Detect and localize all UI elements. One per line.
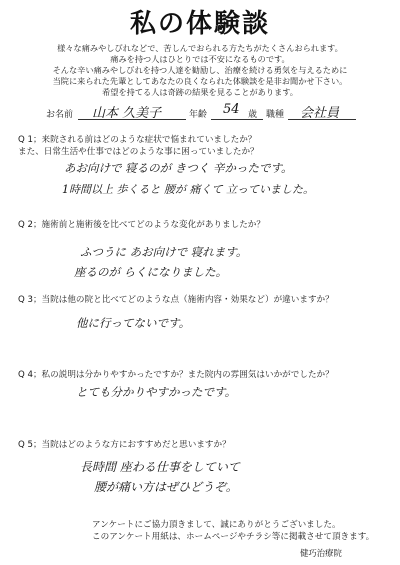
answer-5-line-2: 腰が痛い方はぜひどうぞ。 bbox=[94, 480, 238, 494]
page-title: 私の体験談 bbox=[129, 9, 270, 39]
intro-text bbox=[0, 43, 400, 98]
intro-line: 様々な痛みやしびれなどで、苦しんでおられる方たちがたくさんおられます。 bbox=[57, 43, 343, 53]
question-4 bbox=[18, 369, 388, 381]
answer-1-line-1: あお向けで 寝るのが きつく 辛かったです。 bbox=[64, 161, 293, 175]
answer-3-line-1: 他に行ってないです。 bbox=[76, 316, 191, 330]
intro-line: 当院に来られた先輩としてあなたの良くなられた体験談を是非お聞かせ下さい。 bbox=[52, 76, 348, 86]
answer-2-line-1: ふつうに あお向けで 寝れます。 bbox=[80, 245, 248, 259]
answer-4-line-1: とても分かりやすかったです。 bbox=[76, 385, 237, 399]
question-line: Q 1；来院される前はどのような症状で悩まれていましたか？ bbox=[18, 135, 257, 145]
job-label: 職種 bbox=[266, 110, 285, 120]
footer-text bbox=[92, 519, 374, 543]
question-line: Q 2；施術前と施術後を比べてどのような変化がありましたか？ bbox=[18, 220, 265, 230]
question-line: また、日常生活や仕事ではどのような事に困っていましたか？ bbox=[18, 147, 259, 157]
job-value: 会社員 bbox=[300, 106, 340, 121]
question-line: Q 3；当院は他の院と比べてどのような点（施術内容・効果など）が違いますか？ bbox=[18, 295, 334, 305]
question-5 bbox=[18, 439, 388, 451]
answer-5-line-1: 長時間 座わる仕事をしていて bbox=[80, 460, 240, 474]
name-value: 山本 久美子 bbox=[92, 106, 162, 121]
clinic-name: 健巧治療院 bbox=[300, 548, 342, 558]
intro-line: そんな辛い痛みやしびれを持つ人達を勧励し、治療を続ける勇気を与えるために bbox=[52, 65, 348, 75]
footer-line: アンケートにご協力頂きまして、誠にありがとうございました。 bbox=[92, 520, 341, 530]
question-line: Q 5；当院はどのような方におすすめだと思いますか？ bbox=[18, 440, 231, 450]
question-1 bbox=[18, 134, 388, 158]
question-3 bbox=[18, 294, 388, 306]
intro-line: 希望を持てる人は奇跡の結果を見ることがあります。 bbox=[102, 87, 298, 97]
age-unit: 歳 bbox=[248, 110, 258, 120]
footer-line: このアンケート用紙は、ホームページやチラシ等に掲載させて頂きます。 bbox=[92, 532, 375, 542]
question-line: Q 4；私の説明は分かりやすかったですか？また院内の雰囲気はいかがでしたか？ bbox=[18, 370, 334, 380]
question-2 bbox=[18, 219, 388, 231]
profile-row bbox=[18, 104, 388, 122]
name-label: お名前 bbox=[46, 110, 74, 120]
answer-1-line-2: 1時間以上 歩くると 腰が 痛くて 立っていました。 bbox=[62, 183, 314, 196]
age-label: 年齢 bbox=[189, 110, 208, 120]
age-value: 54 bbox=[223, 102, 240, 117]
answer-2-line-2: 座るのが らくになりました。 bbox=[74, 265, 228, 279]
intro-line: 痛みを持つ人はひとりでは不安になるものです。 bbox=[110, 54, 290, 64]
